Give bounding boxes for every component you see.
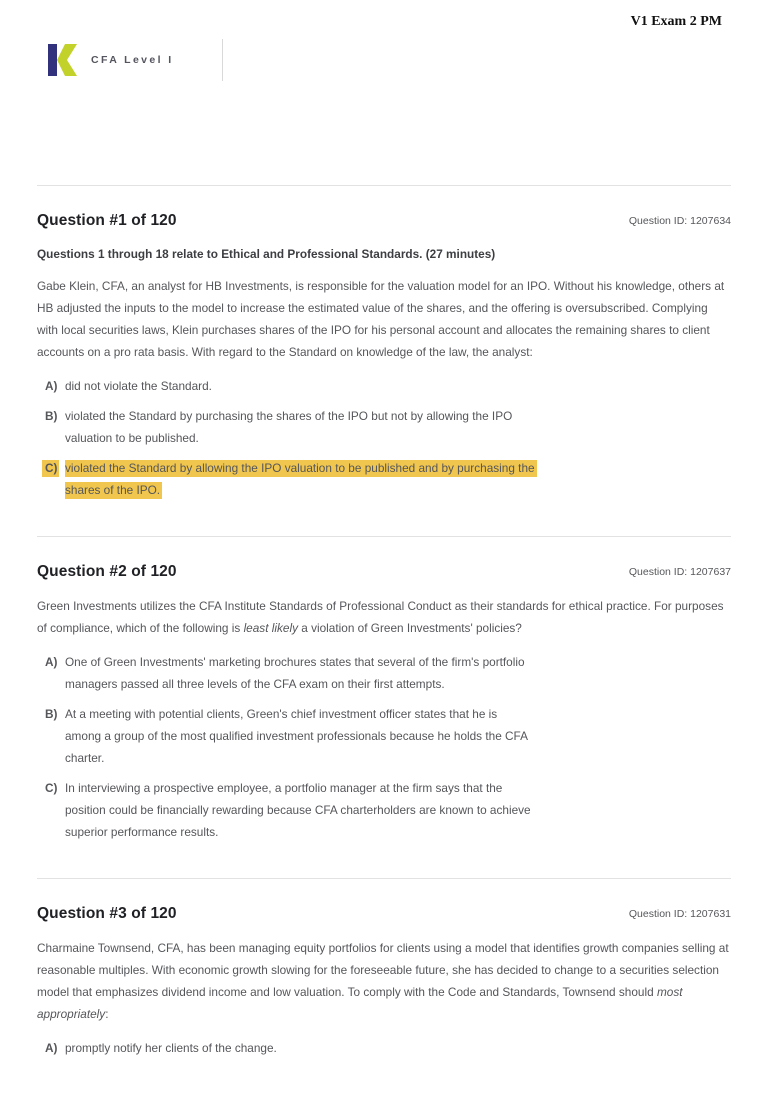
option-a[interactable] [45,375,731,397]
question-stem [37,275,731,363]
question-title: Question #2 of 120 [37,563,177,580]
option-text: violated the Standard by purchasing the shares of the IPO but not by allowing the IPO valuation to be published. [65,409,513,445]
option-text: violated the Standard by allowing the IPO valuation to be published and by purchasing the shares of the IPO. [65,461,535,497]
brand-course-label: CFA Level I [91,54,174,66]
question-block-2 [37,537,731,878]
question-block-1 [37,186,731,536]
option-c-highlighted[interactable] [45,457,731,501]
options-list [45,651,731,843]
stem-emphasis: least likely [243,621,298,635]
option-text: At a meeting with potential clients, Green's chief investment officer states that he is among a group of the most qualified investment professionals because he holds the CFA charter. [65,707,528,765]
question-id: Question ID: 1207634 [628,215,731,227]
option-letter: B) [45,707,58,721]
stem-emphasis: most appropriately [37,985,683,1021]
option-letter: C) [45,457,65,501]
option-c[interactable] [45,777,731,843]
stem-text: Green Investments utilizes the CFA Institute Standards of Professional Conduct as their standards for ethical practice. For purposes of compliance, which of the following is [37,599,724,635]
option-text: did not violate the Standard. [65,379,212,393]
question-stem [37,595,731,639]
question-id: Question ID: 1207637 [628,566,731,578]
question-title: Question #3 of 120 [37,905,177,922]
option-text: One of Green Investments' marketing brochures states that several of the firm's portfolio managers passed all three levels of the CFA exam on their first attempts. [65,655,525,691]
stem-text: Gabe Klein, CFA, an analyst for HB Investments, is responsible for the valuation model for an IPO. Without his knowledge, others at HB adjusted the inputs to the model to increase the estimated value of the shares, and the offering is oversubscribed. Complying with local securities laws, Klein purchases shares of the IPO for his personal account and allocates the remaining shares to client accounts on a pro rata basis. With regard to the Standard on knowledge of the law, the analyst: [37,279,725,359]
option-text: promptly notify her clients of the change. [65,1041,277,1055]
option-letter: A) [45,379,58,393]
question-block-3 [37,879,731,1094]
options-list [45,1037,731,1059]
option-a[interactable] [45,651,731,695]
document-body [0,185,768,1094]
option-a[interactable] [45,1037,731,1059]
kaplan-logo-icon [48,42,79,78]
option-letter: C) [45,781,58,795]
stem-text: a violation of Green Investments' policies? [297,621,522,635]
option-letter: A) [45,655,58,669]
option-b[interactable] [45,703,731,769]
stem-text: Charmaine Townsend, CFA, has been managing equity portfolios for clients using a model that identifies growth companies selling at reasonable multiples. With economic growth slowing for the foreseeable future, she has decided to change to a securities selection model that emphasizes dividend income and low valuation. To comply with the Code and Standards, Townsend should [37,941,729,999]
stem-text: : [105,1007,109,1021]
option-letter: A) [45,1041,58,1055]
options-list [45,375,731,501]
header-vertical-divider [222,39,223,81]
exam-version-label: V1 Exam 2 PM [630,14,722,29]
question-id: Question ID: 1207631 [628,908,731,920]
option-text: In interviewing a prospective employee, a portfolio manager at the firm says that the position could be financially rewarding because CFA charterholders are known to achieve superior performance results. [65,781,531,839]
brand-header [48,39,223,81]
option-letter: B) [45,409,58,423]
option-b[interactable] [45,405,731,449]
question-title: Question #1 of 120 [37,212,177,229]
question-stem [37,937,731,1025]
section-note: Questions 1 through 18 relate to Ethical and Professional Standards. (27 minutes) [37,247,496,261]
document-header [0,0,768,185]
